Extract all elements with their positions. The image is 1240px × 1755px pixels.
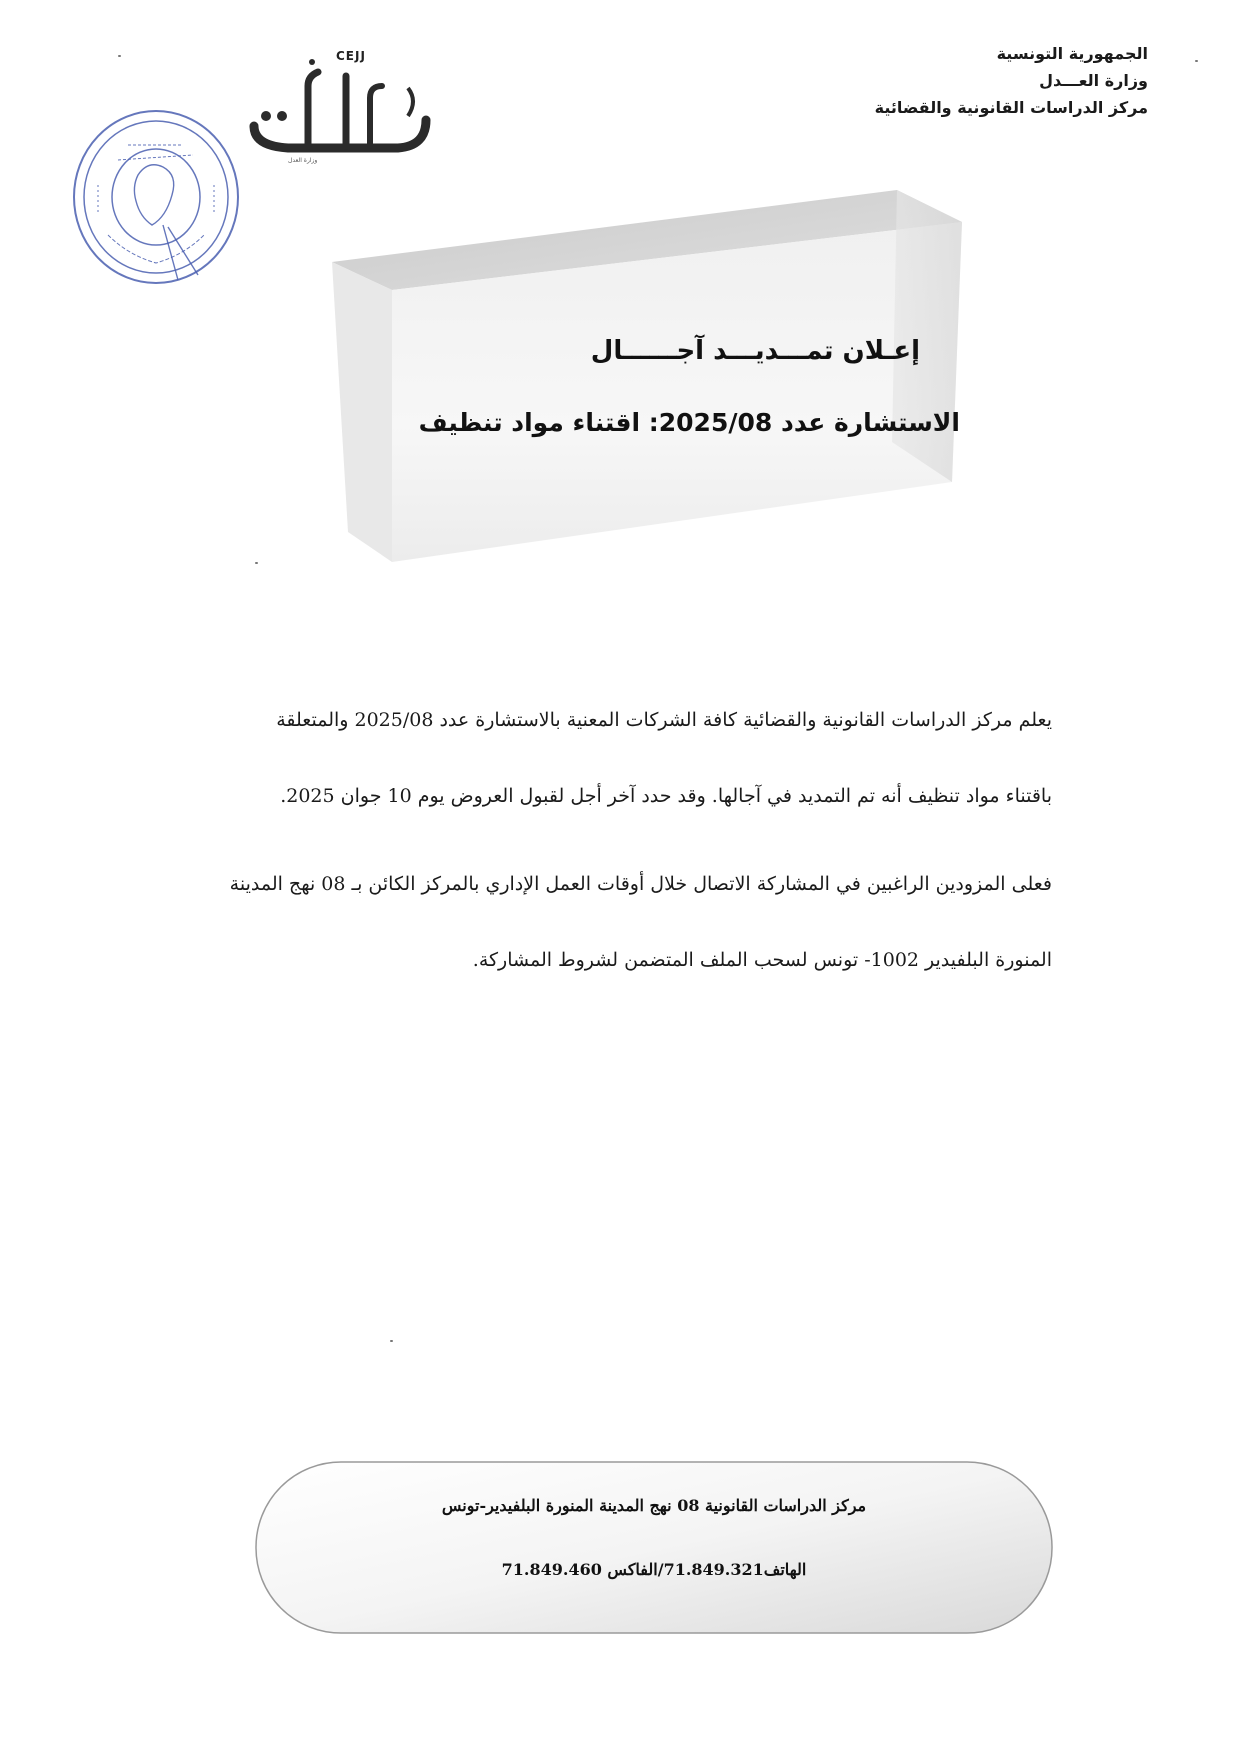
scan-speck xyxy=(255,562,258,564)
footer-contact: الهاتف71.849.321/الفاكس 71.849.460 xyxy=(501,1560,807,1579)
institution-header xyxy=(728,40,1148,121)
footer-banner xyxy=(254,1460,1054,1635)
header-center: مركز الدراسات القانونية والقضائية xyxy=(874,98,1148,117)
paragraph-line: فعلى المزودين الراغبين في المشاركة الاتصال خلال أوقات العمل الإداري بالمركز الكائن بـ 08 نهج المدينة xyxy=(229,873,1052,895)
paragraph-line: المنورة البلفيدير 1002- تونس لسحب الملف المتضمن لشروط المشاركة. xyxy=(472,949,1052,971)
body-paragraph-2 xyxy=(140,864,1052,1016)
scan-speck xyxy=(1195,60,1198,62)
paragraph-line: باقتناء مواد تنظيف أنه تم التمديد في آجالها. وقد حدد آخر أجل لقبول العروض يوم 10 جوان 2025. xyxy=(280,785,1052,807)
svg-text:وزارة العدل: وزارة العدل xyxy=(288,157,318,164)
scan-speck xyxy=(118,55,121,57)
consultation-subtitle: الاستشارة عدد 2025/08: اقتناء مواد تنظيف xyxy=(418,408,960,437)
cejj-logo xyxy=(248,46,438,164)
footer-address: مركز الدراسات القانونية 08 نهج المدينة المنورة البلفيدير-تونس xyxy=(441,1496,867,1515)
official-stamp xyxy=(68,105,243,290)
header-ministry: وزارة العـــدل xyxy=(1039,71,1148,90)
scan-speck xyxy=(390,1340,393,1342)
title-slab xyxy=(332,182,977,577)
body-paragraph-1 xyxy=(140,700,1052,852)
paragraph-line: يعلم مركز الدراسات القانونية والقضائية كافة الشركات المعنية بالاستشارة عدد 2025/08 والمتعلقة xyxy=(276,709,1052,731)
svg-text:CEJJ: CEJJ xyxy=(336,49,366,63)
announcement-title: إعـلان تمـــديـــد آجــــــال xyxy=(590,336,920,366)
header-republic: الجمهورية التونسية xyxy=(996,44,1148,63)
